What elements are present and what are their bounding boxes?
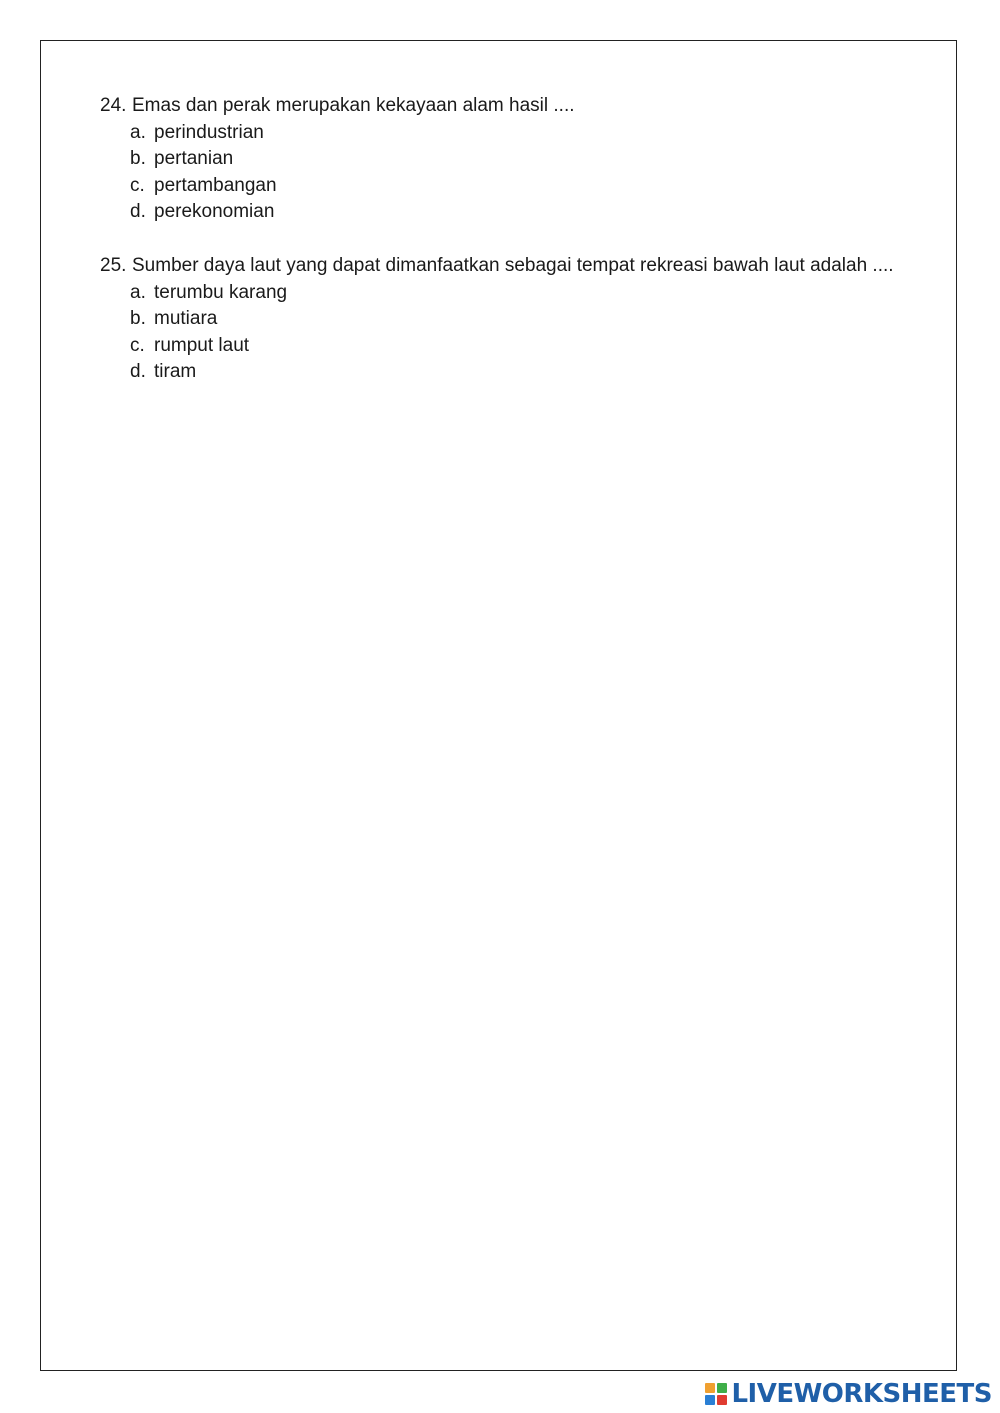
option-d [130,199,920,226]
option-text: mutiara [154,308,218,329]
option-text: pertambangan [154,174,277,196]
option-letter: c. [130,174,145,196]
logo-square [705,1395,715,1405]
option-b [130,306,920,333]
option-letter: b. [130,308,146,329]
option-letter: d. [130,361,146,382]
worksheet-page [40,40,957,1371]
question-24 [100,93,920,226]
question-text: Sumber daya laut yang dapat dimanfaatkan sebagai tempat rekreasi bawah laut adalah .... [132,255,894,276]
option-c [130,173,920,200]
question-number: 24. [100,95,127,116]
question-text: Emas dan perak merupakan kekayaan alam hasil .... [132,95,575,116]
option-letter: c. [130,334,145,356]
question-stem [100,253,920,280]
option-text: rumput laut [154,334,250,356]
question-stem [100,93,920,120]
option-text: terumbu karang [154,281,288,303]
logo-square [717,1383,727,1393]
option-letter: d. [130,201,146,222]
liveworksheets-brand [705,1379,992,1409]
brand-name: LIVEWORKSHEETS [731,1379,992,1409]
question-number: 25. [100,255,127,276]
option-letter: a. [130,121,146,143]
option-c [130,333,920,360]
option-a [130,280,920,307]
answer-options [100,280,920,386]
option-text: tiram [154,361,197,382]
option-text: pertanian [154,148,234,169]
option-text: perindustrian [154,121,264,143]
logo-square [717,1395,727,1405]
option-d [130,359,920,386]
option-b [130,146,920,173]
answer-options [100,120,920,226]
question-25 [100,253,920,386]
option-a [130,120,920,147]
liveworksheets-logo-icon [705,1383,727,1405]
option-letter: a. [130,281,146,303]
option-letter: b. [130,148,146,169]
logo-square [705,1383,715,1393]
option-text: perekonomian [154,201,275,222]
